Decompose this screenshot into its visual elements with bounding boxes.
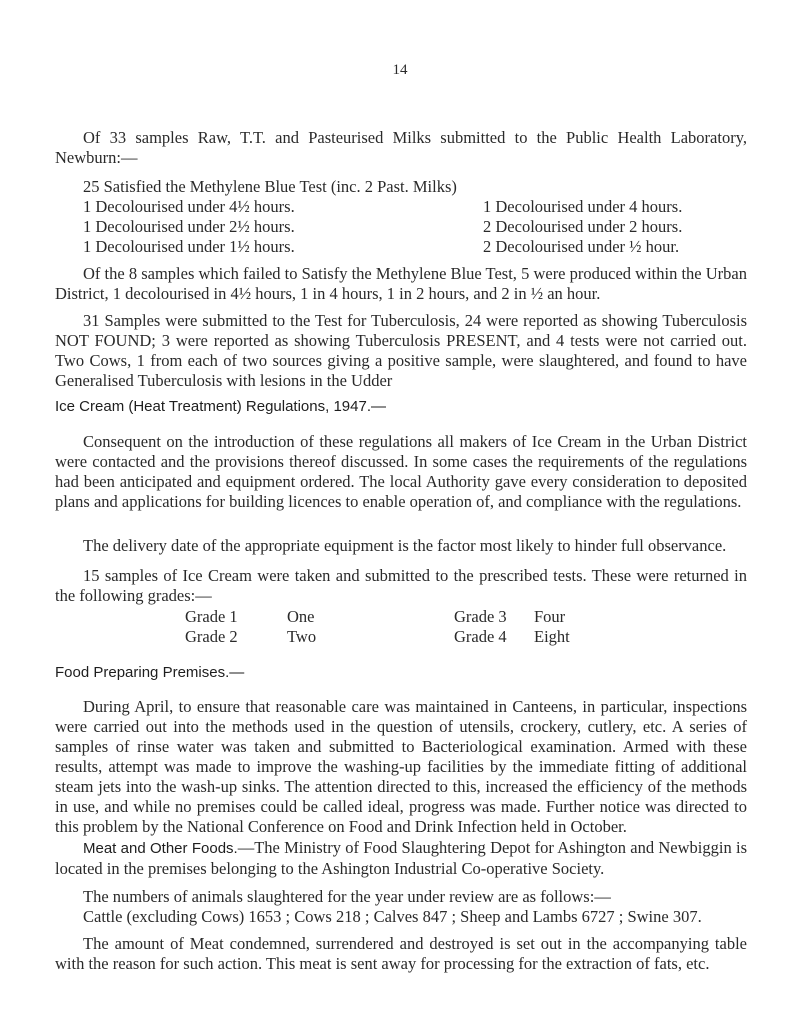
food-premises-heading: Food Preparing Premises.— [55,664,245,681]
slaughter-numbers-intro: The numbers of animals slaughtered for the year under review are as follows:— [83,887,611,906]
milk-intro-paragraph: Of 33 samples Raw, T.T. and Pasteurised Milks submitted to the Public Health Laboratory, Newburn:— [55,128,747,167]
ice-cream-paragraph-1: Consequent on the introduction of these regulations all makers of Ice Cream in the Urban District were contacted and the provisions thereof discussed. In some cases the requirements of the regulations had been anticipated and equipment ordered. The local Authority gave every consideration to deposited plans and applications for building licences to enable operation of, and compliance with the regulations. [55,432,747,511]
meat-paragraph-1-text: —The Ministry of Food Slaughtering Depot for Ashington and Newbiggin is located in the premises belonging to the Ashington Industrial Co-operative Society. [55,838,747,878]
milk-result-left: 1 Decolourised under 1½ hours. [83,237,295,256]
slaughter-numbers: Cattle (excluding Cows) 1653 ; Cows 218 ; Calves 847 ; Sheep and Lambs 6727 ; Swine 307. [83,907,702,926]
grade-label: Grade 2 [185,627,238,646]
grade-count: Four [534,607,566,626]
ice-cream-paragraph-3: 15 samples of Ice Cream were taken and submitted to the prescribed tests. These were returned in the following grades:— [55,566,747,605]
grade-count: One [287,607,315,626]
page-number: 14 [392,62,408,78]
grade-count: Two [287,627,317,646]
milk-result-right: 2 Decolourised under ½ hour. [483,237,680,256]
milk-summary-line: 25 Satisfied the Methylene Blue Test (inc. 2 Past. Milks) [83,177,457,196]
grade-label: Grade 4 [454,627,507,646]
grade-count: Eight [534,627,570,646]
milk-result-left: 1 Decolourised under 4½ hours. [83,197,295,216]
ice-cream-paragraph-2: The delivery date of the appropriate equipment is the factor most likely to hinder full observance. [83,536,727,555]
ice-cream-heading: Ice Cream (Heat Treatment) Regulations, 1947.— [55,398,386,415]
milk-failed-paragraph: Of the 8 samples which failed to Satisfy the Methylene Blue Test, 5 were produced within the Urban District, 1 decolourised in 4½ hours, 1 in 4 hours, 1 in 2 hours, and 2 in ½ an hour. [55,264,747,303]
milk-result-right: 1 Decolourised under 4 hours. [483,197,683,216]
grade-label: Grade 1 [185,607,238,626]
grade-label: Grade 3 [454,607,507,626]
tuberculosis-paragraph: 31 Samples were submitted to the Test for Tuberculosis, 24 were reported as showing Tuberculosis NOT FOUND; 3 were reported as showing Tuberculosis PRESENT, and 4 tests were not carried out. Two Cows, 1 from each of two sources giving a positive sample, were slaughtered, and found to have Generalised Tuberculosis with lesions in the Udder [55,311,747,390]
meat-heading: Meat and Other Foods. [83,840,238,857]
milk-result-right: 2 Decolourised under 2 hours. [483,217,683,236]
milk-result-left: 1 Decolourised under 2½ hours. [83,217,295,236]
meat-condemned-paragraph: The amount of Meat condemned, surrendered and destroyed is set out in the accompanying table with the reason for such action. This meat is sent away for processing for the extraction of fats, etc. [55,934,747,973]
food-premises-paragraph: During April, to ensure that reasonable care was maintained in Canteens, in particular, inspections were carried out into the methods used in the question of utensils, crockery, cutlery, etc. A series of samples of rinse water was taken and submitted to Bacteriological examination. Armed with these results, attempt was made to improve the washing-up facilities by the immediate fitting of additional steam jets into the wash-up sinks. The attention directed to this, increased the efficiency of the methods in use, and while no premises could be called ideal, progress was made. Further notice was directed to this problem by the National Conference on Food and Drink Infection held in October. [55,697,747,836]
meat-paragraph-1 [55,838,747,879]
